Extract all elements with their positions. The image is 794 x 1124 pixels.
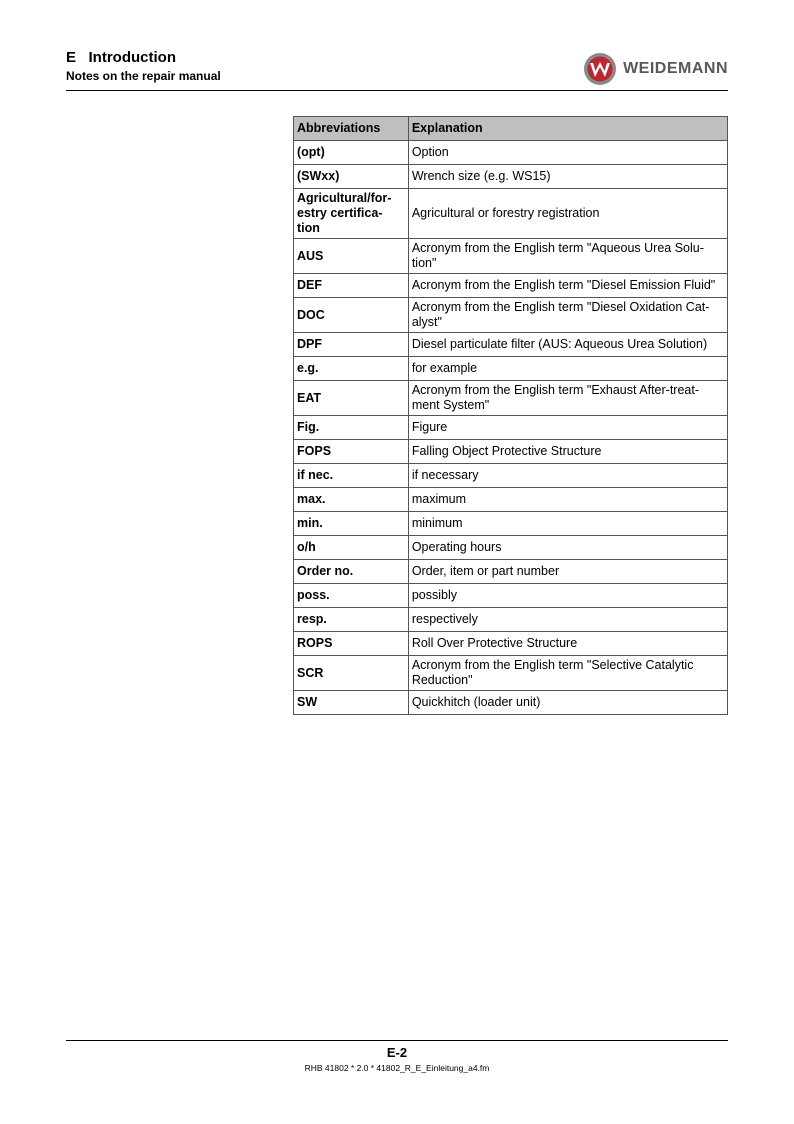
table-row	[294, 141, 728, 165]
table-row	[294, 165, 728, 189]
abbreviation-cell: EAT	[294, 381, 409, 416]
explanation-cell: Roll Over Protective Structure	[408, 632, 727, 656]
table-row	[294, 333, 728, 357]
abbreviation-cell: FOPS	[294, 440, 409, 464]
abbreviation-cell: SW	[294, 691, 409, 715]
abbreviation-cell: Agricultural/for-estry certifica-tion	[294, 189, 409, 239]
table-row	[294, 656, 728, 691]
abbreviation-cell: resp.	[294, 608, 409, 632]
abbreviations-table	[293, 116, 728, 715]
table-row	[294, 239, 728, 274]
table-row	[294, 416, 728, 440]
explanation-cell: possibly	[408, 584, 727, 608]
abbreviation-cell: Order no.	[294, 560, 409, 584]
abbreviation-cell: SCR	[294, 656, 409, 691]
explanation-cell: for example	[408, 357, 727, 381]
table-row	[294, 357, 728, 381]
footer-rule	[66, 1040, 728, 1041]
table-row	[294, 632, 728, 656]
brand-name: WEIDEMANN	[623, 60, 728, 77]
explanation-cell: Falling Object Protective Structure	[408, 440, 727, 464]
table-row	[294, 298, 728, 333]
column-header-explanation: Explanation	[408, 117, 727, 141]
table-row	[294, 381, 728, 416]
abbreviation-cell: if nec.	[294, 464, 409, 488]
table-row	[294, 536, 728, 560]
table-row	[294, 440, 728, 464]
explanation-cell: Order, item or part number	[408, 560, 727, 584]
page-number: E-2	[386, 1045, 408, 1060]
table-row	[294, 608, 728, 632]
abbreviation-cell: max.	[294, 488, 409, 512]
explanation-cell: Quickhitch (loader unit)	[408, 691, 727, 715]
explanation-cell: if necessary	[408, 464, 727, 488]
abbreviation-cell: (opt)	[294, 141, 409, 165]
abbreviation-cell: o/h	[294, 536, 409, 560]
chapter-title: E Introduction	[66, 49, 176, 66]
table-row	[294, 560, 728, 584]
table-row	[294, 274, 728, 298]
explanation-cell: maximum	[408, 488, 727, 512]
explanation-cell: Option	[408, 141, 727, 165]
page-header	[66, 48, 728, 90]
abbreviation-cell: AUS	[294, 239, 409, 274]
explanation-cell: Acronym from the English term "Aqueous Urea Solu-tion"	[408, 239, 727, 274]
abbreviation-cell: poss.	[294, 584, 409, 608]
abbreviation-cell: ROPS	[294, 632, 409, 656]
explanation-cell: minimum	[408, 512, 727, 536]
table-row	[294, 512, 728, 536]
table-row	[294, 189, 728, 239]
abbreviation-cell: DOC	[294, 298, 409, 333]
table-row	[294, 488, 728, 512]
explanation-cell: Acronym from the English term "Exhaust After-treat-ment System"	[408, 381, 727, 416]
explanation-cell: Figure	[408, 416, 727, 440]
explanation-cell: Operating hours	[408, 536, 727, 560]
table-row	[294, 584, 728, 608]
column-header-abbreviations: Abbreviations	[294, 117, 409, 141]
header-rule	[66, 90, 728, 91]
table-header-row	[294, 117, 728, 141]
document-reference: RHB 41802 * 2.0 * 41802_R_E_Einleitung_a4.fm	[304, 1063, 490, 1073]
explanation-cell: Acronym from the English term "Selective Catalytic Reduction"	[408, 656, 727, 691]
abbreviation-cell: DEF	[294, 274, 409, 298]
weidemann-logo	[583, 52, 728, 86]
explanation-cell: Agricultural or forestry registration	[408, 189, 727, 239]
explanation-cell: Acronym from the English term "Diesel Emission Fluid"	[408, 274, 727, 298]
explanation-cell: Acronym from the English term "Diesel Oxidation Cat-alyst"	[408, 298, 727, 333]
abbreviation-cell: min.	[294, 512, 409, 536]
weidemann-logo-icon	[583, 52, 617, 86]
abbreviation-cell: e.g.	[294, 357, 409, 381]
abbreviation-cell: (SWxx)	[294, 165, 409, 189]
explanation-cell: Wrench size (e.g. WS15)	[408, 165, 727, 189]
explanation-cell: Diesel particulate filter (AUS: Aqueous Urea Solution)	[408, 333, 727, 357]
abbreviation-cell: Fig.	[294, 416, 409, 440]
table-row	[294, 691, 728, 715]
explanation-cell: respectively	[408, 608, 727, 632]
section-subtitle: Notes on the repair manual	[66, 69, 221, 83]
abbreviation-cell: DPF	[294, 333, 409, 357]
table-row	[294, 464, 728, 488]
